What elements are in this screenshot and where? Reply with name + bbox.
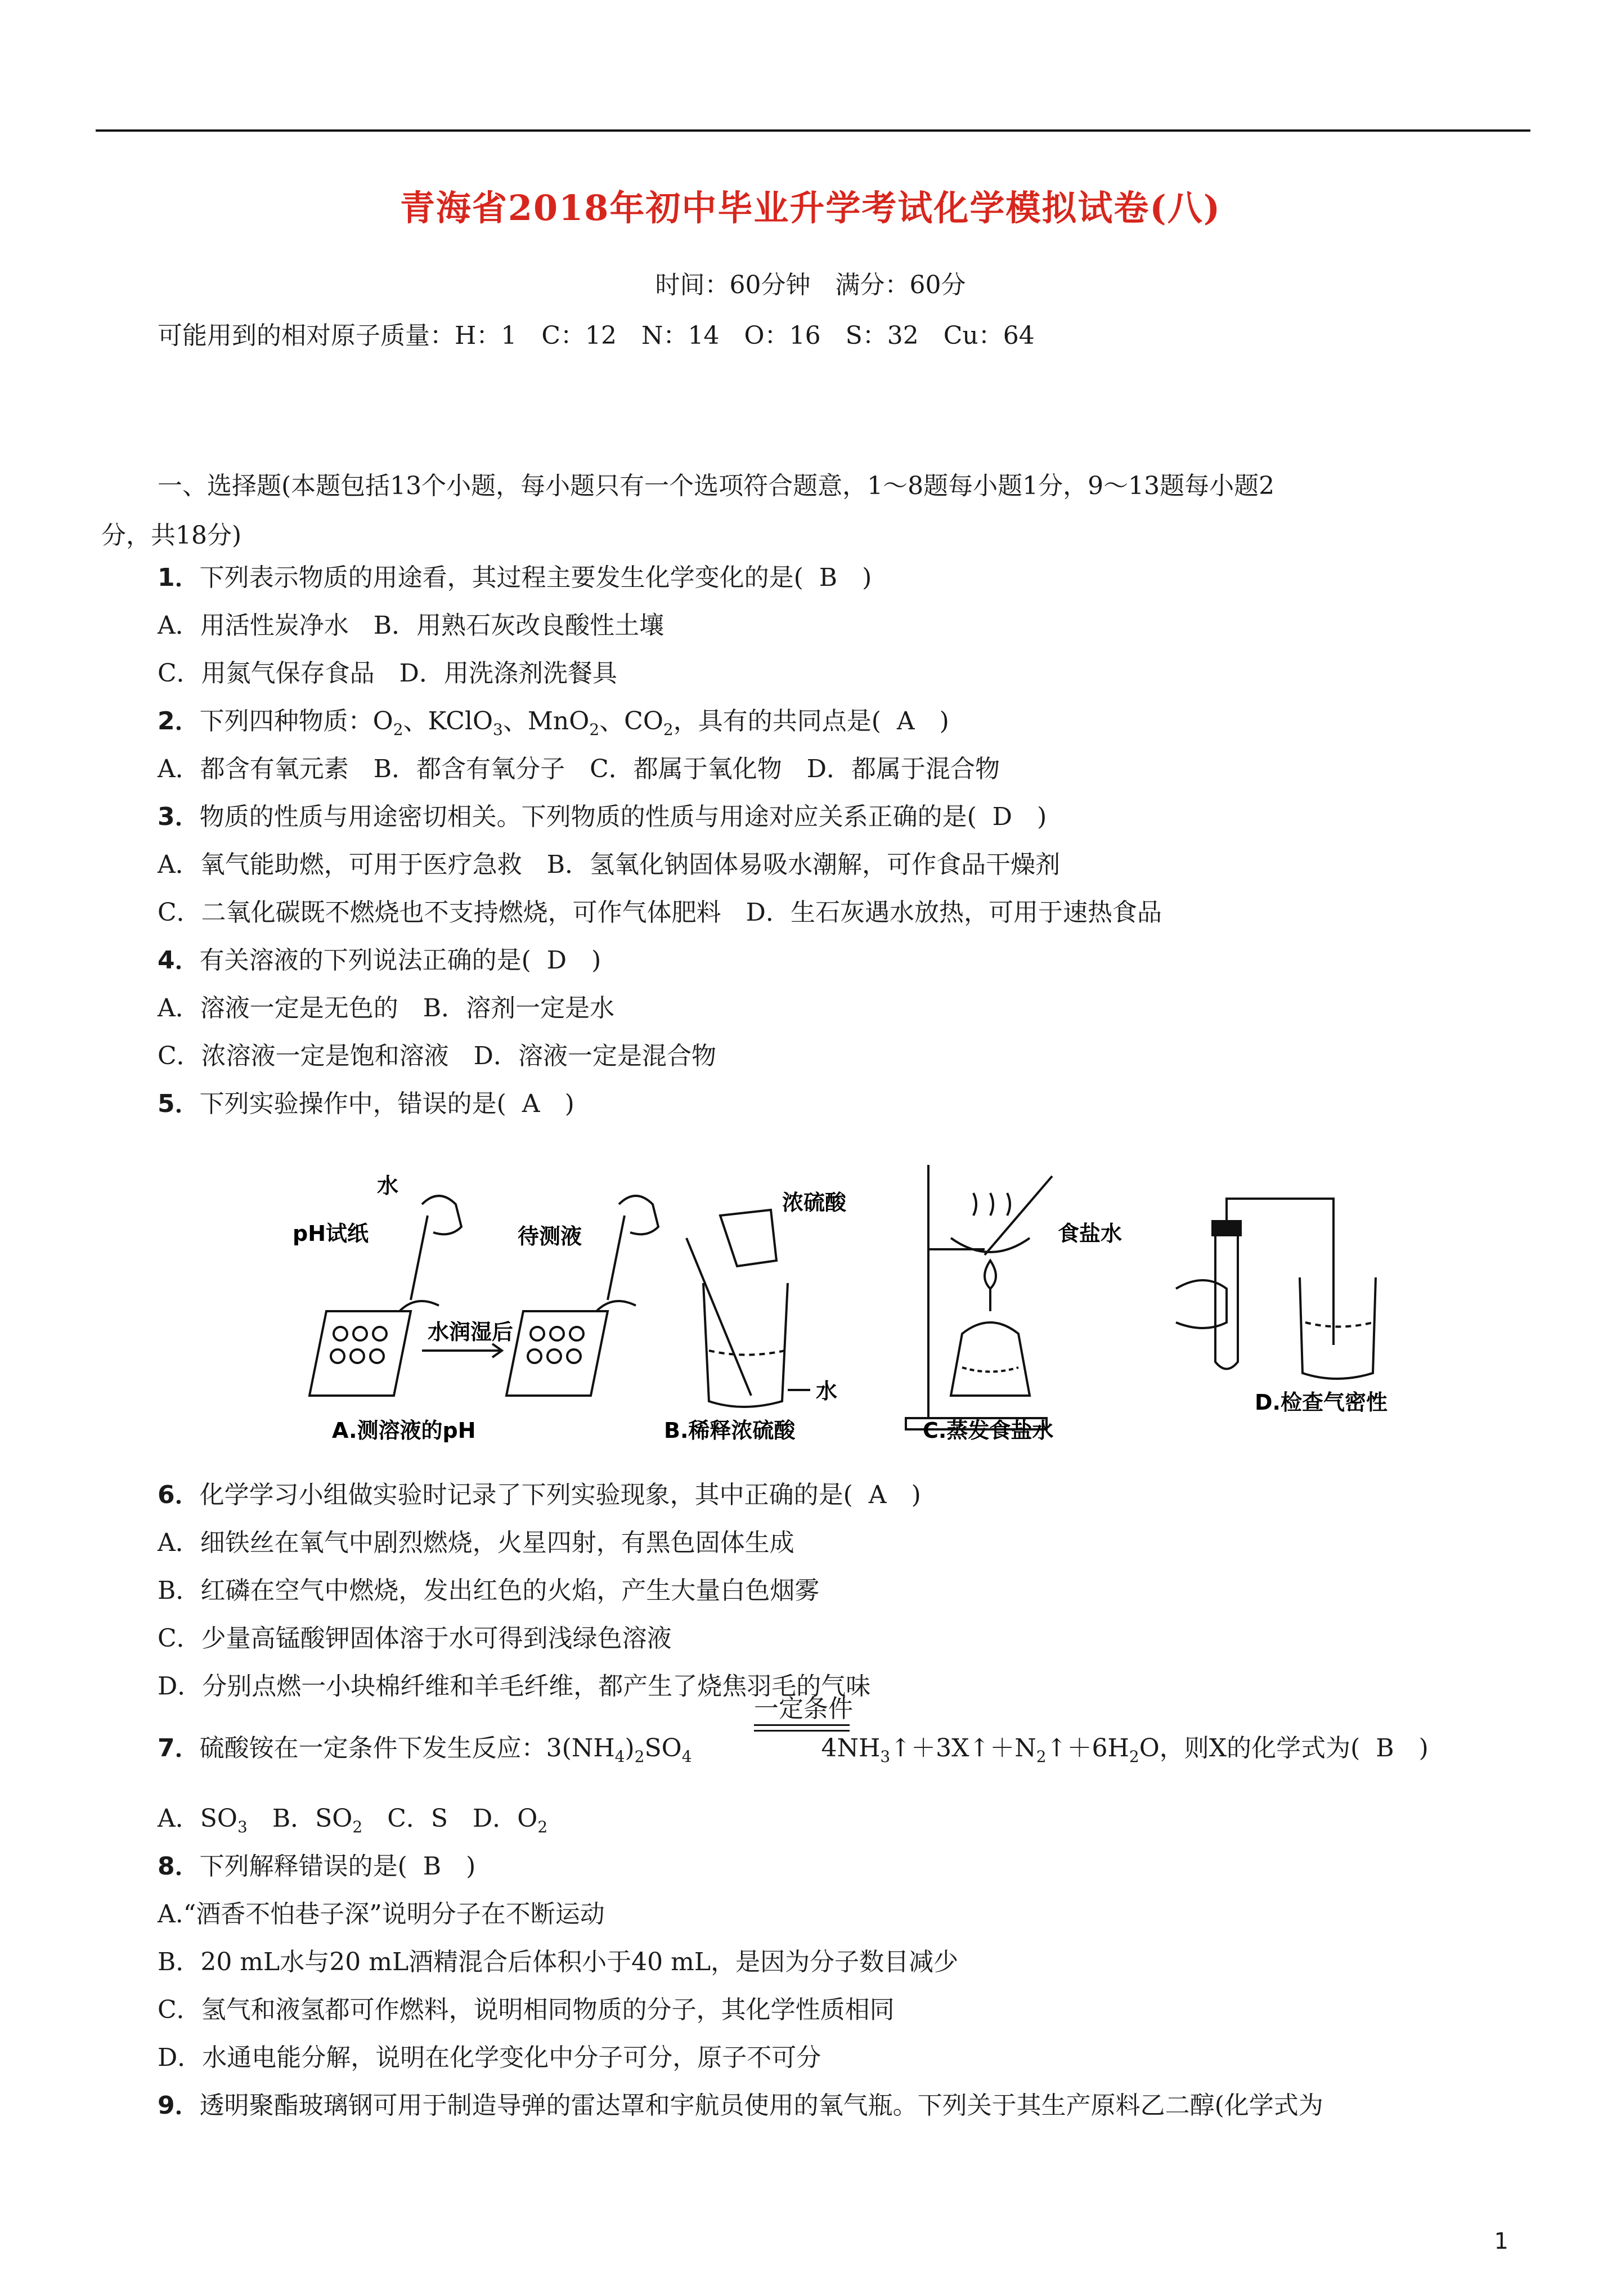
stem-part: 、MnO <box>502 707 590 736</box>
answer: A ) <box>896 707 949 736</box>
lab-operations-figure <box>293 1154 1407 1446</box>
question-3 <box>158 796 1047 832</box>
acid-container <box>720 1210 776 1266</box>
label-water: 水 <box>377 1173 399 1198</box>
question-stem: 下列解释错误的是( <box>199 1852 407 1881</box>
question-number: 6． <box>158 1481 200 1509</box>
q1-options-2: C．用氮气保存食品 D．用洗涤剂洗餐具 <box>158 659 617 688</box>
beaker-b <box>703 1283 788 1407</box>
answer: B ) <box>423 1852 476 1881</box>
q3-options-1: A．氧气能助燃，可用于医疗急救 B．氢氧化钠固体易吸水潮解，可作食品干燥剂 <box>158 850 1061 879</box>
stem-part: ) <box>625 1734 635 1763</box>
q2-options: A．都含有氧元素 B．都含有氧分子 C．都属于氧化物 D．都属于混合物 <box>158 755 1000 783</box>
question-number: 8． <box>158 1852 200 1881</box>
subscript: 2 <box>393 720 403 739</box>
question-6 <box>158 1474 921 1510</box>
q8-option-a: A.“酒香不怕巷子深”说明分子在不断运动 <box>158 1900 605 1929</box>
subscript: 2 <box>634 1747 645 1766</box>
subscript: 2 <box>663 720 673 739</box>
caption-b: B.稀释浓硫酸 <box>664 1418 796 1443</box>
question-number: 5． <box>158 1089 200 1118</box>
top-rule <box>96 129 1530 132</box>
q4-options-2: C．浓溶液一定是饱和溶液 D．溶液一定是混合物 <box>158 1042 716 1070</box>
q4-options-1: A．溶液一定是无色的 B．溶剂一定是水 <box>158 994 615 1023</box>
reaction-condition: 一定条件 <box>754 1694 853 1723</box>
question-number: 4． <box>158 946 200 975</box>
section-heading <box>101 461 1525 560</box>
stem-part: 4NH <box>821 1734 881 1763</box>
question-stem: 有关溶液的下列说法正确的是( <box>199 946 531 975</box>
option-b: B．SO <box>247 1804 353 1833</box>
subscript: 2 <box>1036 1747 1047 1766</box>
question-stem: 透明聚酯玻璃钢可用于制造导弹的雷达罩和宇航员使用的氧气瓶。下列关于其生产原料乙二醇(化学式为 <box>199 2091 1323 2120</box>
stem-part: SO <box>644 1734 682 1763</box>
label-test-liquid: 待测液 <box>518 1224 582 1249</box>
delivery-tube <box>1227 1199 1333 1345</box>
page-title: 青海省2018年初中毕业升学考试化学模拟试卷(八) <box>399 187 1222 228</box>
stem-part: 下列四种物质：O <box>199 707 393 736</box>
stem-part: O，则X的化学式为( <box>1139 1734 1360 1763</box>
question-2 <box>158 701 949 739</box>
q1-options-1: A．用活性炭净水 B．用熟石灰改良酸性土壤 <box>158 611 664 640</box>
answer: D ) <box>546 946 601 975</box>
page-number: 1 <box>1494 2228 1508 2254</box>
subscript: 3 <box>237 1817 248 1836</box>
caption-c: C.蒸发食盐水 <box>923 1418 1054 1443</box>
question-stem: 下列表示物质的用途看，其过程主要发生化学变化的是( <box>199 563 803 592</box>
question-8 <box>158 1846 475 1882</box>
beaker-d <box>1300 1277 1376 1379</box>
stir-rod <box>985 1176 1052 1255</box>
dropper-left <box>411 1216 428 1300</box>
stem-part: 、KClO <box>403 707 493 736</box>
q7-options <box>158 1798 547 1836</box>
question-5 <box>158 1083 574 1119</box>
subscript: 2 <box>352 1817 363 1836</box>
stem-part: ↑＋6H <box>1046 1734 1129 1763</box>
stem-part: 、CO <box>599 707 663 736</box>
q8-option-c: C．氢气和液氢都可作燃料，说明相同物质的分子，其化学性质相同 <box>158 1995 895 2024</box>
glass-rod <box>686 1238 751 1396</box>
equals-sign-top <box>754 1724 850 1726</box>
label-acid: 浓硫酸 <box>782 1190 847 1215</box>
spot-plate-right <box>506 1311 608 1396</box>
label-wet: 水润湿后 <box>428 1320 514 1344</box>
answer: D ) <box>992 802 1047 831</box>
subscript: 4 <box>681 1747 692 1766</box>
subscript: 3 <box>493 720 503 739</box>
question-number: 3． <box>158 802 200 831</box>
question-7 <box>158 1728 1429 1766</box>
subscript: 3 <box>880 1747 891 1766</box>
atomic-masses: 可能用到的相对原子质量：H：1 C：12 N：14 O：16 S：32 Cu：64 <box>158 321 1035 350</box>
stem-part: 硫酸铵在一定条件下发生反应：3(NH <box>199 1734 615 1763</box>
question-stem: 物质的性质与用途密切相关。下列物质的性质与用途对应关系正确的是( <box>199 802 977 831</box>
q3-options-2: C．二氧化碳既不燃烧也不支持燃烧，可作气体肥料 D．生石灰遇水放热，可用于速热食品 <box>158 898 1162 927</box>
label-ph-paper: pH试纸 <box>293 1221 369 1246</box>
section-line-2: 分，共18分) <box>101 521 242 550</box>
question-number: 7． <box>158 1734 200 1763</box>
q6-option-c: C．少量高锰酸钾固体溶于水可得到浅绿色溶液 <box>158 1624 672 1653</box>
option-cd: C．S D．O <box>362 1804 538 1833</box>
alcohol-lamp <box>951 1322 1030 1396</box>
question-number: 2． <box>158 707 200 736</box>
caption-a: A.测溶液的pH <box>332 1418 476 1443</box>
subscript: 2 <box>589 720 600 739</box>
q8-option-d: D．水通电能分解，说明在化学变化中分子可分，原子不可分 <box>158 2043 821 2072</box>
question-number: 9． <box>158 2091 200 2120</box>
section-line-1: 一、选择题(本题包括13个小题，每小题只有一个选项符合题意，1～8题每小题1分，9～13题每小题2 <box>158 472 1275 500</box>
exam-meta: 时间：60分钟 满分：60分 <box>655 271 966 299</box>
question-number: 1． <box>158 563 200 592</box>
q6-option-a: A．细铁丝在氧气中剧烈燃烧，火星四射，有黑色固体生成 <box>158 1528 794 1557</box>
question-4 <box>158 940 601 976</box>
spot-plate-left <box>309 1311 411 1396</box>
question-9 <box>158 2085 1323 2121</box>
subscript: 2 <box>1129 1747 1139 1766</box>
subscript: 4 <box>614 1747 625 1766</box>
answer: A ) <box>868 1481 921 1509</box>
question-stem: 化学学习小组做实验时记录了下列实验现象，其中正确的是( <box>199 1481 853 1509</box>
answer: B ) <box>819 563 872 592</box>
stem-part: ，具有的共同点是( <box>673 707 881 736</box>
subscript: 2 <box>537 1817 548 1836</box>
option-a: A．SO <box>158 1804 237 1833</box>
q6-option-b: B．红磷在空气中燃烧，发出红色的火焰，产生大量白色烟雾 <box>158 1576 820 1605</box>
caption-d: D.检查气密性 <box>1255 1390 1387 1415</box>
q6-option-d: D．分别点燃一小块棉纤维和羊毛纤维，都产生了烧焦羽毛的气味 <box>158 1672 871 1701</box>
answer: A ) <box>522 1089 574 1118</box>
label-water-b: 水 <box>816 1379 838 1403</box>
stem-part: ↑＋3X↑＋N <box>890 1734 1036 1763</box>
q8-option-b: B．20 mL水与20 mL酒精混合后体积小于40 mL，是因为分子数目减少 <box>158 1948 959 1976</box>
answer: B ) <box>1376 1734 1429 1763</box>
label-brine: 食盐水 <box>1058 1221 1122 1246</box>
question-1 <box>158 557 872 593</box>
question-stem: 下列实验操作中，错误的是( <box>199 1089 506 1118</box>
